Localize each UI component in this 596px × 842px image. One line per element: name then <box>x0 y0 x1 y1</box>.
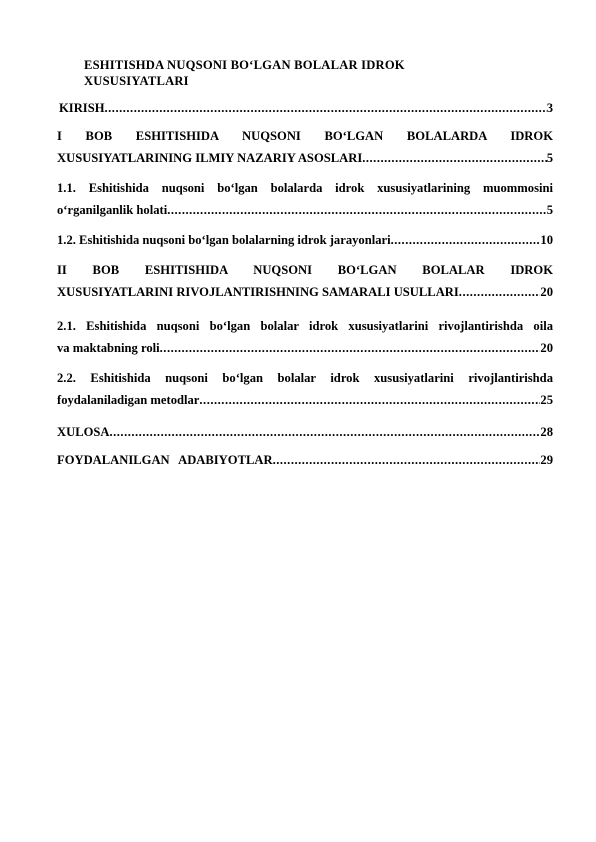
toc-entry-text-line-1: II BOB ESHITISHIDA NUQSONI BO‘LGAN BOLALAR IDROK <box>57 263 553 277</box>
toc-entry-text-line-1: 2.2. Eshitishida nuqsoni bo‘lgan bolalar idrok xususiyatlarini rivojlantirishda <box>57 371 553 385</box>
toc-entry-section-1-2[interactable] <box>57 229 553 251</box>
toc-entry-section-1-1[interactable] <box>57 177 553 221</box>
toc-entry-text-line-2: o‘rganilganlik holati <box>57 203 168 217</box>
toc-entry-text-line-1: 1.1. Eshitishida nuqsoni bo‘lgan bolalarda idrok xususiyatlarining muommosini <box>57 181 553 195</box>
toc-entry-section-2-1[interactable] <box>57 315 553 359</box>
toc-leader-dots <box>105 97 547 119</box>
toc-leader-dots <box>459 281 541 303</box>
toc-leader-dots <box>109 421 540 443</box>
title-line-1: ESHITISHDA NUQSONI BO‘LGAN BOLALAR IDROK <box>84 58 405 72</box>
toc-leader-dots <box>160 337 541 359</box>
toc-entry-text-line-1: I BOB ESHITISHIDA NUQSONI BO‘LGAN BOLALARDA IDROK <box>57 129 553 143</box>
toc-leader-dots <box>199 389 540 411</box>
toc-page-number: 5 <box>546 151 553 165</box>
toc-page-number: 20 <box>540 341 553 355</box>
toc-leader-dots <box>391 229 541 251</box>
toc-entry-chapter-1[interactable] <box>57 125 553 169</box>
document-title <box>84 57 504 89</box>
toc-page-number: 29 <box>540 453 553 467</box>
toc-leader-dots <box>362 147 546 169</box>
toc-entry-references[interactable] <box>57 449 553 471</box>
toc-entry-xulosa[interactable] <box>57 421 553 443</box>
toc-page-number: 3 <box>546 101 553 115</box>
toc-page-number: 28 <box>540 425 553 439</box>
toc-entry-text: XULOSA <box>57 425 110 439</box>
toc-entry-text-line-2: foydalaniladigan metodlar <box>57 393 200 407</box>
toc-leader-dots <box>273 449 541 471</box>
toc-leader-dots <box>167 199 546 221</box>
toc-page-number: 5 <box>546 203 553 217</box>
toc-entry-text-line-1: 2.1. Eshitishida nuqsoni bo‘lgan bolalar idrok xususiyatlarini rivojlantirishda oila <box>57 319 553 333</box>
toc-entry-section-2-2[interactable] <box>57 367 553 411</box>
toc-entry-text-line-2: va maktabning roli <box>57 341 160 355</box>
title-line-2: XUSUSIYATLARI <box>84 74 189 88</box>
toc-entry-text: FOYDALANILGAN ADABIYOTLAR <box>57 453 273 467</box>
toc-page-number: 10 <box>540 233 553 247</box>
toc-page-number: 20 <box>540 285 553 299</box>
toc-entry-text: KIRISH <box>59 101 105 115</box>
toc-page-number: 25 <box>540 393 553 407</box>
toc-entry-text-line-2: XUSUSIYATLARINI RIVOJLANTIRISHNING SAMARALI USULLARI <box>57 285 459 299</box>
toc-entry-text: 1.2. Eshitishida nuqsoni bo‘lgan bolalarning idrok jarayonlari <box>57 233 391 247</box>
toc-entry-chapter-2[interactable] <box>57 259 553 303</box>
toc-entry-kirish[interactable] <box>57 97 553 119</box>
toc-entry-text-line-2: XUSUSIYATLARINING ILMIY NAZARIY ASOSLARI <box>57 151 363 165</box>
